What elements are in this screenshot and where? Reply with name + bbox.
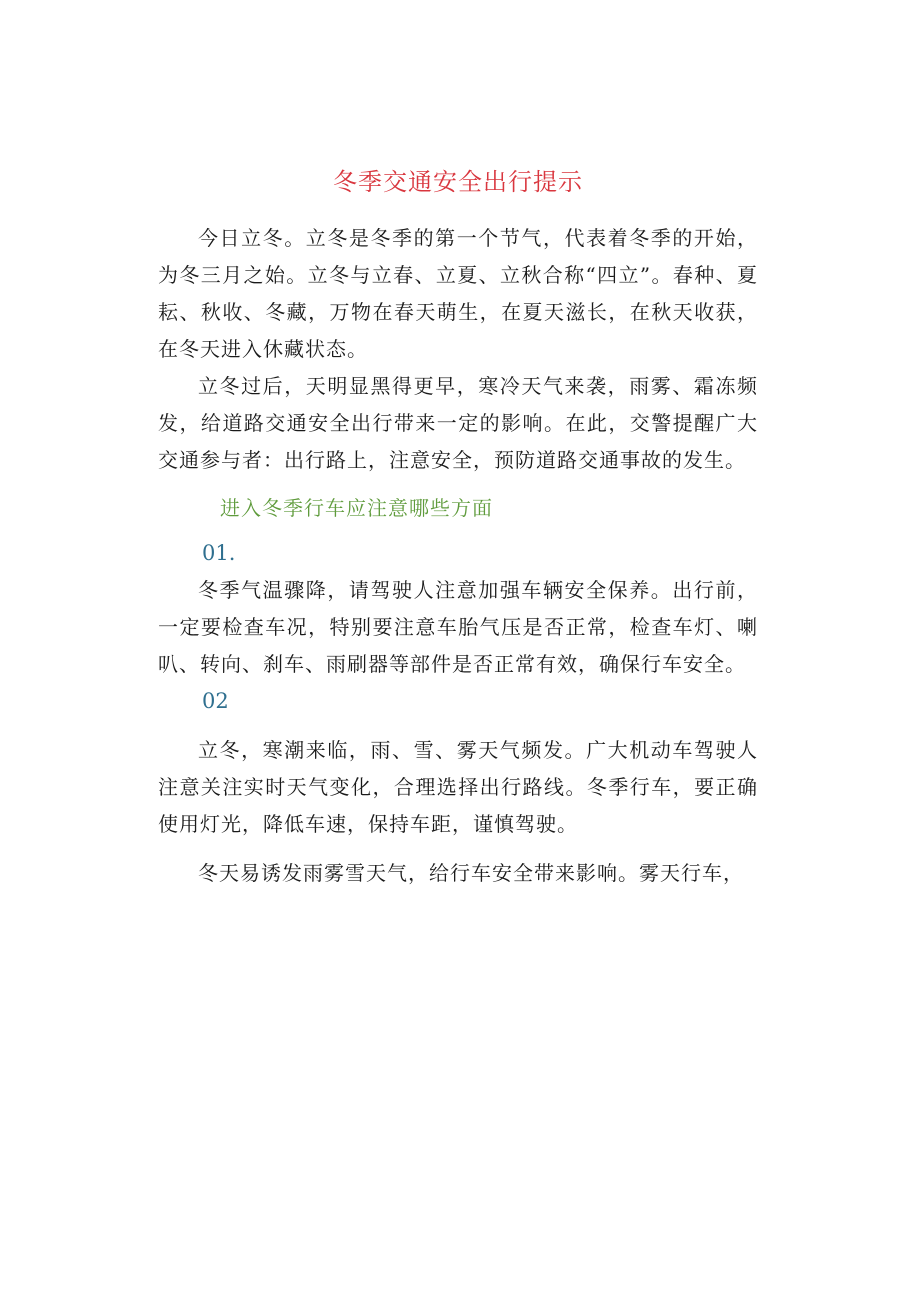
section-subheading: 进入冬季行车应注意哪些方面 bbox=[220, 496, 493, 520]
document-title: 冬季交通安全出行提示 bbox=[333, 168, 583, 196]
section-1-paragraph-1: 冬季气温骤降，请驾驶人注意加强车辆安全保养。出行前，一定要检查车况，特别要注意车胎气压是否正常，检查车灯、喇叭、转向、刹车、雨刷器等部件是否正常有效，确保行车安全。 bbox=[158, 578, 758, 676]
intro-paragraph-2: 立冬过后，天明显黑得更早，寒冷天气来袭，雨雾、霜冻频发，给道路交通安全出行带来一定的影响。在此，交警提醒广大交通参与者：出行路上，注意安全，预防道路交通事故的发生。 bbox=[158, 374, 758, 472]
section-number-2: 02 bbox=[202, 689, 229, 713]
section-number-1: 01. bbox=[202, 541, 236, 565]
intro-paragraph-1: 今日立冬。立冬是冬季的第一个节气，代表着冬季的开始，为冬三月之始。立冬与立春、立夏、立秋合称“四立”。春种、夏耘、秋收、冬藏，万物在春天萌生，在夏天滋长，在秋天收获，在冬天进入休藏状态。 bbox=[158, 226, 758, 361]
section-2-paragraph-1: 立冬，寒潮来临，雨、雪、雾天气频发。广大机动车驾驶人注意关注实时天气变化，合理选择出行路线。冬季行车，要正确使用灯光，降低车速，保持车距，谨慎驾驶。 bbox=[158, 738, 758, 836]
section-2-paragraph-2: 冬天易诱发雨雾雪天气，给行车安全带来影响。雾天行车， bbox=[198, 861, 744, 885]
document-page bbox=[158, 158, 758, 892]
